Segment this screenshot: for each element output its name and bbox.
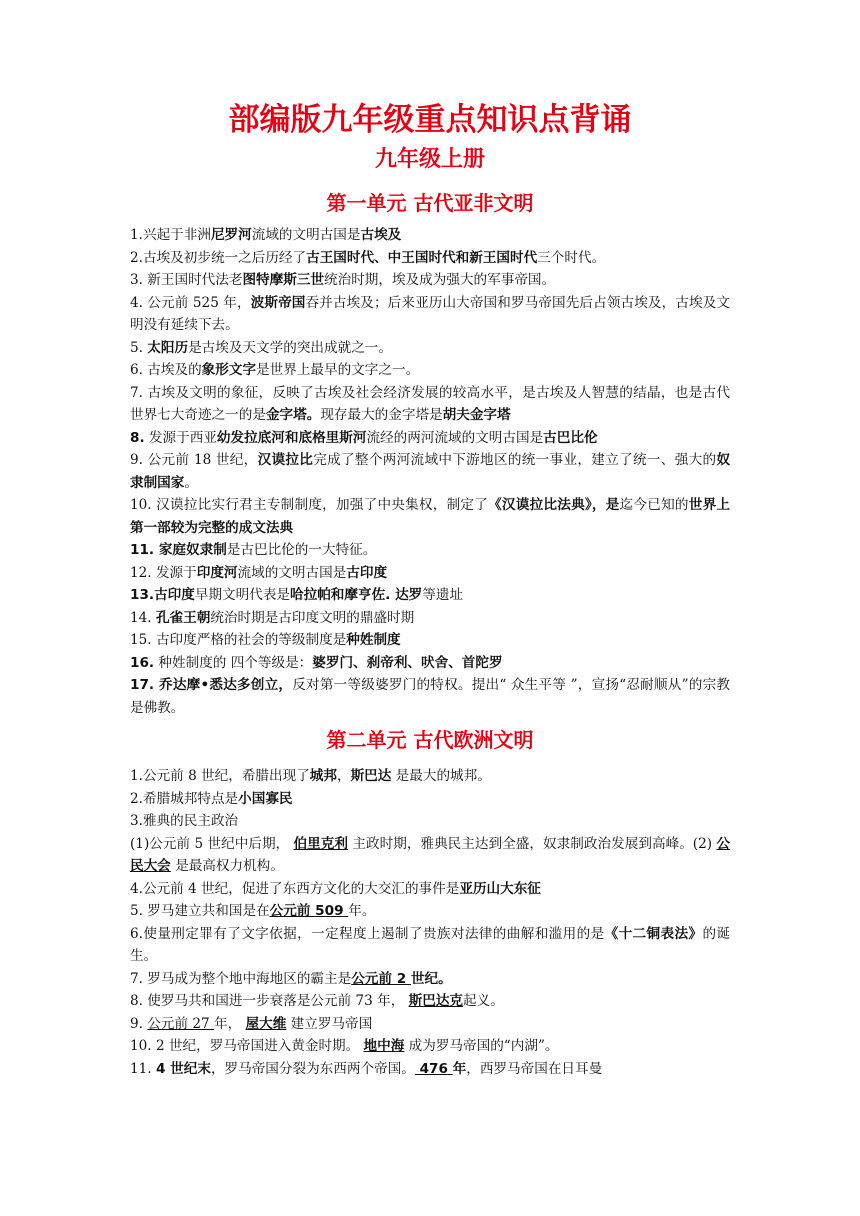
list-item bbox=[130, 539, 730, 562]
text-segment: 城邦 bbox=[309, 768, 337, 784]
text-segment: 的诞生。 bbox=[130, 925, 731, 964]
text-segment: 古印度 bbox=[346, 564, 388, 581]
unit-2-title: 第二单元 古代欧洲文明 bbox=[326, 728, 534, 752]
text-segment: 16. bbox=[130, 654, 155, 671]
text-segment: 种姓制度 bbox=[346, 632, 401, 648]
text-segment: 3.雅典的民主政治 bbox=[130, 813, 239, 829]
text-segment: 世界上第一部较为完整的成文法典 bbox=[130, 497, 731, 536]
text-segment: 是古巴比伦的一大特征。 bbox=[226, 542, 377, 558]
text-segment: 主政时期，雅典民主达到全盛，奴隶制政治发展到高峰。(2) bbox=[348, 835, 717, 852]
text-segment: ， bbox=[336, 768, 351, 784]
text-segment: 2.古埃及初步统一之后历经了 bbox=[130, 249, 307, 266]
text-segment: 2.希腊城邦特点是 bbox=[130, 790, 239, 807]
list-item bbox=[130, 607, 730, 630]
text-segment: 汉谟拉比 bbox=[257, 452, 314, 468]
text-segment: 起义。 bbox=[463, 993, 504, 1009]
unit-2-list bbox=[130, 765, 730, 1080]
list-item bbox=[130, 427, 730, 450]
text-segment: 《汉谟拉比法典》，是 bbox=[488, 497, 620, 513]
list-item bbox=[130, 629, 730, 652]
text-segment: ，罗马帝国分裂为东西两个帝国。 bbox=[210, 1060, 415, 1077]
text-segment: 幼发拉底河和底格里斯河 bbox=[216, 429, 367, 446]
text-segment: 4.公元前 4 世纪，促进了东西方文化的大交汇的事件是 bbox=[130, 880, 460, 897]
text-segment: 小国寡民 bbox=[238, 790, 293, 807]
text-segment: 屋大维 bbox=[245, 1015, 287, 1032]
text-segment: 年 bbox=[452, 1060, 467, 1077]
text-segment: 9. bbox=[130, 1015, 148, 1032]
text-segment: 是世界上最早的文字之一。 bbox=[256, 362, 420, 378]
text-segment: 6.使量刑定罪有了文字依据，一定程度上遏制了贵族对法律的曲解和滥用的是 bbox=[130, 925, 605, 942]
text-segment: 10. 2 世纪，罗马帝国进入黄金时期。 bbox=[130, 1038, 364, 1054]
text-segment: 亚历山大东征 bbox=[459, 880, 541, 897]
text-segment: 三个时代。 bbox=[537, 249, 606, 266]
list-item bbox=[130, 810, 730, 833]
list-item bbox=[130, 359, 730, 382]
text-segment: 反对第一等级婆罗门的特权。提出“ 众生平等 ”，宣扬“忍耐顺从”的宗教是佛教。 bbox=[130, 677, 730, 716]
text-segment: 流域的文明古国是 bbox=[237, 564, 347, 581]
text-segment: 5. bbox=[130, 339, 148, 356]
text-segment: 古埃及 bbox=[360, 227, 402, 243]
text-segment: 15. 古印度严格的社会的等级制度是 bbox=[130, 632, 347, 648]
text-segment: 8. 使罗马共和国进一步衰落是公元前 73 年， bbox=[130, 993, 409, 1009]
text-segment: 统治时期是古印度文明的鼎盛时期 bbox=[210, 609, 415, 626]
text-segment: 11. bbox=[130, 1060, 156, 1077]
list-item bbox=[130, 765, 730, 788]
list-item bbox=[130, 224, 730, 247]
text-segment: 象形文字 bbox=[201, 362, 257, 378]
list-item bbox=[130, 652, 730, 675]
text-segment: 统治时期，埃及成为强大的军事帝国。 bbox=[324, 272, 556, 288]
text-segment: 年。 bbox=[348, 903, 376, 919]
list-item bbox=[130, 1035, 730, 1058]
text-segment: 1.兴起于非洲 bbox=[130, 227, 211, 243]
text-segment: 早期文明代表是 bbox=[194, 587, 291, 603]
list-item bbox=[130, 1013, 730, 1036]
list-item bbox=[130, 292, 730, 337]
text-segment: 世纪。 bbox=[410, 970, 452, 987]
text-segment: 完成了整个两河流域中下游地区的统一事业，建立了统一、强大的 bbox=[313, 452, 717, 468]
list-item bbox=[130, 562, 730, 585]
text-segment: 胡夫金字塔 bbox=[442, 407, 511, 423]
text-segment: 太阳历 bbox=[147, 339, 189, 356]
text-segment: 476 bbox=[414, 1060, 453, 1077]
text-segment: 7. 罗马成为整个地中海地区的霸主是 bbox=[130, 970, 352, 987]
text-segment: 金字塔。 bbox=[265, 407, 321, 423]
text-segment: 是最高权力机构。 bbox=[170, 858, 284, 874]
list-item bbox=[130, 833, 730, 878]
text-segment: 10. 汉谟拉比实行君主专制制度，加强了中央集权，制定了 bbox=[130, 497, 489, 513]
document-title: 部编版九年级重点知识点背诵 bbox=[228, 102, 632, 138]
text-segment: ，西罗马帝国在日耳曼 bbox=[466, 1060, 603, 1077]
text-segment: 。 bbox=[184, 474, 198, 491]
text-segment: 9. 公元前 18 世纪， bbox=[130, 452, 258, 468]
text-segment: 8. bbox=[130, 429, 145, 446]
text-segment: 斯巴达克 bbox=[408, 993, 464, 1009]
list-item bbox=[130, 990, 730, 1013]
list-item bbox=[130, 584, 730, 607]
text-segment: 印度河 bbox=[196, 564, 238, 581]
text-segment: 古巴比伦 bbox=[543, 429, 598, 446]
text-segment: 流域的文明古国是 bbox=[251, 227, 361, 243]
text-segment: 7. 古埃及文明的象征，反映了古埃及社会经济发展的较高水平，是古埃及人智慧的结晶，也是古代世界七大奇迹之一的是 bbox=[130, 384, 730, 423]
text-segment: 种姓制度的 四个等级是： bbox=[154, 654, 313, 671]
text-segment: 流经的两河流域的文明古国是 bbox=[366, 429, 544, 446]
text-segment: 年， bbox=[214, 1015, 246, 1032]
text-segment: 现存最大的金字塔是 bbox=[320, 407, 443, 423]
document-subtitle: 九年级上册 bbox=[374, 147, 485, 172]
text-segment: 迄今已知的 bbox=[619, 497, 689, 513]
text-segment: 公民大会 bbox=[130, 835, 731, 874]
text-segment: 伯里克利 bbox=[293, 835, 349, 852]
list-item bbox=[130, 968, 730, 991]
list-item bbox=[130, 674, 730, 719]
text-segment: 6. 古埃及的 bbox=[130, 362, 202, 378]
text-segment: 3. 新王国时代法老 bbox=[130, 272, 243, 288]
text-segment: 12. 发源于 bbox=[130, 564, 197, 581]
text-segment: 公元前 509 bbox=[269, 903, 349, 919]
list-item bbox=[130, 269, 730, 292]
list-item bbox=[130, 900, 730, 923]
text-segment: 5. 罗马建立共和国是在 bbox=[130, 903, 270, 919]
document-page bbox=[130, 98, 730, 1080]
text-segment: 波斯帝国 bbox=[250, 294, 306, 311]
unit-1-list bbox=[130, 224, 730, 719]
text-segment: 地中海 bbox=[363, 1038, 405, 1054]
text-segment: 发源于西亚 bbox=[144, 429, 217, 446]
text-segment: 14. bbox=[130, 609, 156, 626]
text-segment: 孔雀王朝 bbox=[155, 609, 211, 626]
text-segment: 吞并古埃及；后来亚历山大帝国和罗马帝国先后占领古埃及，古埃及文明没有延续下去。 bbox=[130, 294, 731, 333]
unit-1-title: 第一单元 古代亚非文明 bbox=[326, 191, 534, 215]
text-segment: 图特摩斯三世 bbox=[242, 272, 325, 288]
text-segment: 古王国时代、中王国时代和新王国时代 bbox=[306, 249, 538, 266]
text-segment: 成为罗马帝国的“内湖”。 bbox=[404, 1038, 559, 1054]
text-segment: 公元前 27 bbox=[147, 1015, 215, 1032]
list-item bbox=[130, 247, 730, 270]
list-item bbox=[130, 878, 730, 901]
text-segment: 11. 家庭奴隶制 bbox=[130, 542, 227, 558]
list-item bbox=[130, 788, 730, 811]
text-segment: 建立罗马帝国 bbox=[286, 1015, 373, 1032]
text-segment: 婆罗门、刹帝利、吠舍、首陀罗 bbox=[312, 654, 503, 671]
text-segment: 是古埃及天文学的突出成就之一。 bbox=[188, 339, 392, 356]
list-item bbox=[130, 337, 730, 360]
text-segment: 《十二铜表法》 bbox=[604, 925, 703, 942]
text-segment: 等遗址 bbox=[422, 587, 464, 603]
text-segment: 哈拉帕和摩亨佐. 达罗 bbox=[290, 587, 423, 603]
text-segment: 公元前 2 bbox=[351, 970, 411, 987]
list-item bbox=[130, 449, 730, 494]
text-segment: (1)公元前 5 世纪中后期， bbox=[130, 835, 294, 852]
text-segment: 4. 公元前 525 年， bbox=[130, 294, 251, 311]
list-item bbox=[130, 494, 730, 539]
text-segment: 4 世纪末 bbox=[155, 1060, 211, 1077]
text-segment: 17. 乔达摩•悉达多创立， bbox=[130, 677, 293, 693]
text-segment: 是最大的城邦。 bbox=[391, 768, 491, 784]
text-segment: 尼罗河 bbox=[210, 227, 252, 243]
list-item bbox=[130, 1058, 730, 1081]
text-segment: 13.古印度 bbox=[130, 587, 195, 603]
text-segment: 斯巴达 bbox=[350, 768, 392, 784]
text-segment: 1.公元前 8 世纪，希腊出现了 bbox=[130, 768, 310, 784]
list-item bbox=[130, 923, 730, 968]
list-item bbox=[130, 382, 730, 427]
text-segment: 奴隶制国家 bbox=[130, 452, 731, 491]
